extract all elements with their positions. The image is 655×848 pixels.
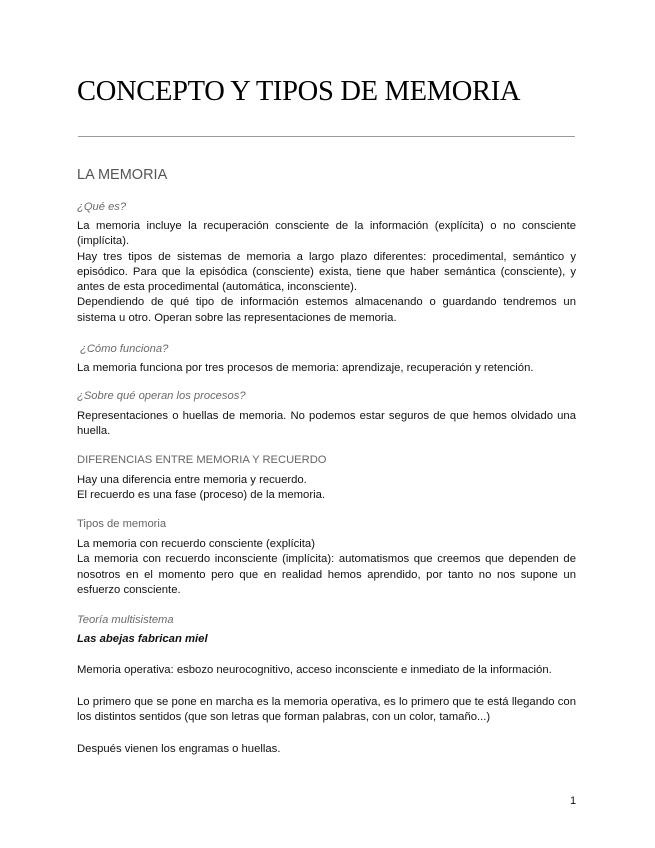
page-number: 1 xyxy=(570,795,577,807)
paragraph-como-funciona xyxy=(77,361,576,376)
paragraph-line: Memoria operativa: esbozo neurocognitivo, acceso inconsciente e inmediato de la información. xyxy=(77,664,552,676)
paragraph-engramas xyxy=(77,742,576,757)
paragraph-line: La memoria funciona por tres procesos de memoria: aprendizaje, recuperación y retención. xyxy=(77,362,534,374)
paragraph-diferencias xyxy=(77,473,576,504)
subheading-como-funciona: ¿Cómo funciona? xyxy=(80,343,169,355)
paragraph-primero xyxy=(77,695,576,726)
paragraph-line: Dependiendo de qué tipo de información estemos almacenando o guardando tendremos un sistema u otro. Operan sobre las representaciones de memoria. xyxy=(77,296,576,324)
paragraph-line: La memoria incluye la recuperación consciente de la información (explícita) o no consciente (implícita). xyxy=(77,220,576,248)
section-heading-memoria: LA MEMORIA xyxy=(77,167,168,183)
emphasis-line: Las abejas fabrican miel xyxy=(77,633,208,645)
subheading-sobre-que-operan: ¿Sobre qué operan los procesos? xyxy=(77,390,246,402)
paragraph-sobre-que-operan xyxy=(77,409,576,440)
paragraph-line: El recuerdo es una fase (proceso) de la memoria. xyxy=(77,489,326,502)
paragraph-que-es xyxy=(77,219,576,326)
paragraph-line: Hay tres tipos de sistemas de memoria a largo plazo diferentes: procedimental, semántico y episódico. Para que la episódica (consciente) exista, tiene que haber semántica (consciente), y antes de esta procedimental (automática, inconsciente). xyxy=(77,250,576,294)
paragraph-line: La memoria con recuerdo inconsciente (implícita): automatismos que creemos que dependen de nosotros en el momento pero que en realidad hemos aprendido, por tanto no nos supone un esfuerzo consciente. xyxy=(77,553,576,596)
paragraph-line: Después vienen los engramas o huellas. xyxy=(77,743,281,755)
paragraph-line: Lo primero que se pone en marcha es la memoria operativa, es lo primero que te está llegando con los distintos sentidos (que son letras que forman palabras, con un color, tamaño...) xyxy=(77,696,576,724)
heading-diferencias: DIFERENCIAS ENTRE MEMORIA Y RECUERDO xyxy=(77,454,327,466)
paragraph-line: Representaciones o huellas de memoria. No podemos estar seguros de que hemos olvidado una huella. xyxy=(77,410,576,438)
subheading-que-es: ¿Qué es? xyxy=(77,201,127,213)
paragraph-tipos-de-memoria xyxy=(77,537,576,598)
emphasis-abejas xyxy=(77,632,576,647)
paragraph-line: La memoria con recuerdo consciente (explícita) xyxy=(77,538,315,550)
document-title: CONCEPTO Y TIPOS DE MEMORIA xyxy=(77,76,521,107)
paragraph-line: Hay una diferencia entre memoria y recuerdo. xyxy=(77,474,307,486)
heading-tipos-de-memoria: Tipos de memoria xyxy=(77,518,167,530)
subheading-teoria-multisistema: Teoría multisistema xyxy=(77,614,174,626)
paragraph-memoria-operativa xyxy=(77,663,576,678)
title-divider xyxy=(78,136,575,137)
